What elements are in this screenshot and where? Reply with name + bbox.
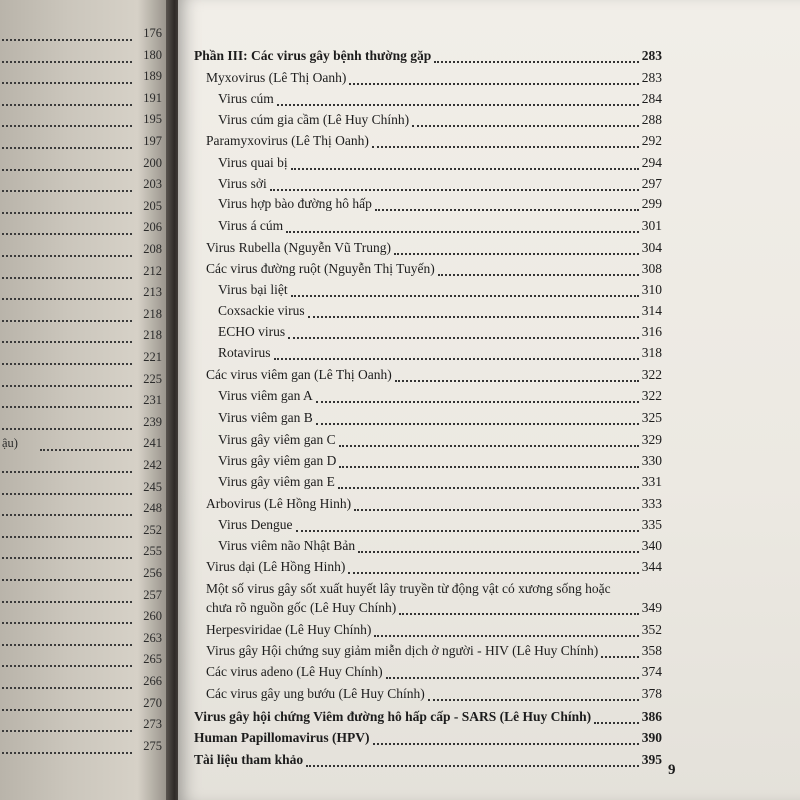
left-toc-page: 239 [143, 414, 162, 429]
toc-entry-leader [339, 466, 638, 468]
toc-entry-title: Virus hợp bào đường hô hấp [218, 196, 372, 211]
toc-entry-page: 378 [641, 686, 662, 701]
toc-entry-title: Coxsackie virus [218, 303, 305, 318]
toc-entry [218, 474, 662, 494]
left-toc-leader [2, 61, 132, 63]
left-toc-page: 218 [143, 328, 162, 343]
toc-entry-title: Virus gây viêm gan D [218, 453, 337, 468]
left-toc-page: 242 [143, 458, 162, 472]
left-toc-leader [2, 752, 132, 754]
toc-entry-leader [288, 337, 639, 339]
toc-entry-title: ECHO virus [218, 324, 286, 339]
toc-entry [206, 70, 662, 90]
toc-entry [218, 345, 662, 365]
right-page [178, 0, 800, 800]
toc-entry-page: 301 [641, 218, 662, 233]
left-toc-leader [2, 298, 132, 300]
left-toc-page: 257 [143, 587, 162, 602]
left-toc-row [0, 652, 166, 672]
left-toc-page: 205 [143, 198, 162, 213]
toc-entry-title: Phần III: Các virus gây bệnh thường gặp [194, 48, 432, 63]
left-toc-row [0, 588, 166, 608]
toc-entry-page: 333 [641, 496, 662, 511]
toc-entry-title: Các virus viêm gan (Lê Thị Oanh) [206, 367, 392, 382]
toc-entry [194, 752, 662, 772]
left-toc-leader [40, 449, 132, 451]
left-toc-page: 273 [143, 717, 162, 732]
toc-entry-leader [308, 316, 639, 318]
left-toc-row [0, 523, 166, 543]
left-toc-leader [2, 385, 132, 387]
left-toc-row [0, 566, 166, 586]
toc-entry-leader [386, 677, 639, 679]
toc-entry-leader [373, 743, 639, 745]
toc-entry-page: 314 [641, 303, 662, 318]
toc-entry-page: 318 [641, 345, 662, 360]
toc-entry-title: Các virus adeno (Lê Huy Chính) [206, 664, 383, 679]
toc-entry-leader [375, 209, 639, 211]
toc-entry-title: Virus cúm [218, 91, 274, 106]
toc-entry [218, 453, 662, 473]
toc-entry-page: 299 [641, 196, 662, 211]
left-toc-page: 245 [143, 479, 162, 494]
toc-entry-leader [394, 253, 639, 255]
left-toc-row [0, 393, 166, 413]
toc-entry-leader [291, 295, 639, 297]
left-toc-page: 212 [143, 263, 162, 278]
toc-entry-leader [277, 104, 639, 106]
left-toc-page: 180 [143, 47, 162, 62]
toc-entry-page: 310 [641, 282, 662, 297]
toc-entry-leader [372, 146, 639, 148]
left-toc-leader [2, 536, 132, 538]
left-toc-leader [2, 190, 132, 192]
left-toc-page: 252 [143, 522, 162, 537]
left-toc-leader [2, 493, 132, 495]
toc-entry-leader [601, 656, 638, 658]
toc-entry-page: 335 [641, 517, 662, 532]
left-toc-row [0, 717, 166, 737]
toc-entry [206, 133, 662, 153]
left-toc-row [0, 220, 166, 240]
toc-entry-leader [291, 168, 639, 170]
toc-entry-page: 358 [641, 643, 662, 658]
toc-entry-page: 322 [641, 367, 662, 382]
toc-entry-leader [316, 423, 639, 425]
left-toc-leader [2, 82, 132, 84]
toc-entry-page: 386 [641, 709, 662, 724]
left-toc-page: 195 [143, 112, 162, 127]
left-toc-page: 265 [143, 652, 162, 667]
left-toc-leader [2, 687, 132, 689]
toc-entry-page: 390 [641, 730, 662, 745]
toc-entry-page: 304 [641, 240, 662, 255]
left-toc-row [0, 609, 166, 629]
toc-entry [206, 261, 662, 281]
toc-entry-leader [286, 231, 639, 233]
toc-entry-page: 322 [641, 388, 662, 403]
left-toc-leader [2, 730, 132, 732]
left-toc-page: 200 [143, 155, 162, 170]
left-toc-leader [2, 341, 132, 343]
left-toc-page: 275 [143, 738, 162, 753]
toc-entry-leader [358, 551, 639, 553]
toc-entry-page: 316 [641, 324, 662, 339]
toc-entry [206, 686, 662, 706]
left-toc-row [0, 199, 166, 219]
left-toc-leader [2, 471, 132, 473]
left-toc-page: 203 [143, 177, 162, 192]
left-toc-row [0, 415, 166, 435]
left-toc-row [0, 544, 166, 564]
left-toc-leader [2, 514, 132, 516]
left-toc-leader [2, 557, 132, 559]
left-toc-page: 231 [143, 393, 162, 408]
toc-entry-page: 283 [641, 48, 662, 63]
left-toc-row [0, 674, 166, 694]
left-toc-row [0, 350, 166, 370]
page-number: 9 [668, 762, 676, 778]
left-toc-leader [2, 104, 132, 106]
left-toc-leader [2, 601, 132, 603]
left-toc-leader [2, 125, 132, 127]
toc-entry-title: Virus dại (Lê Hồng Hinh) [206, 559, 346, 574]
toc-entry-title: Rotavirus [218, 345, 271, 360]
toc-entry-leader [434, 61, 638, 63]
toc-entry-title: Một số virus gây sốt xuất huyết lây truyền từ động vật có xương sống hoặc [206, 581, 611, 596]
left-toc-row [0, 458, 166, 478]
toc-entry-page: 349 [641, 600, 662, 615]
toc-entry [206, 496, 662, 516]
left-toc-leader [2, 579, 132, 581]
toc-entry [218, 410, 662, 430]
left-toc-row [0, 156, 166, 176]
left-toc-row [0, 112, 166, 132]
toc-entry-title: Các virus gây ung bướu (Lê Huy Chính) [206, 686, 425, 701]
left-toc-row [0, 242, 166, 262]
toc-entry-page: 288 [641, 112, 662, 127]
left-toc-page: 256 [143, 566, 162, 580]
toc-entry-title: chưa rõ nguồn gốc (Lê Huy Chính) [206, 600, 397, 615]
toc-entry-title: Arbovirus (Lê Hồng Hinh) [206, 496, 352, 511]
toc-entry-page: 329 [641, 432, 662, 447]
left-toc-row [0, 631, 166, 651]
toc-entry [206, 581, 662, 601]
toc-entry [206, 559, 662, 579]
toc-entry-leader [296, 530, 639, 532]
left-toc-row [0, 696, 166, 716]
toc-entry-page: 325 [641, 410, 662, 425]
toc-entry-leader [438, 274, 639, 276]
left-toc-page: 208 [143, 242, 162, 256]
toc-entry-page: 331 [641, 474, 662, 489]
toc-entry [218, 155, 662, 175]
toc-entry [218, 517, 662, 537]
toc-entry-title: Virus viêm gan B [218, 410, 313, 425]
toc-entry-title: Virus cúm gia cầm (Lê Huy Chính) [218, 112, 410, 127]
toc-entry-page: 340 [641, 538, 662, 553]
toc-entry [206, 664, 662, 684]
left-toc-page: 197 [143, 134, 162, 148]
toc-entry [218, 196, 662, 216]
left-toc-leader [2, 428, 132, 430]
left-toc-row [0, 264, 166, 284]
toc-entry-page: 283 [641, 70, 662, 85]
left-toc-leader [2, 363, 132, 365]
toc-entry [194, 48, 662, 68]
left-toc-row [0, 480, 166, 500]
left-toc-row [0, 501, 166, 521]
toc-entry [206, 643, 662, 663]
toc-entry-title: Virus gây hội chứng Viêm đường hô hấp cấp - SARS (Lê Huy Chính) [194, 709, 592, 724]
toc-entry-leader [338, 487, 639, 489]
toc-entry-title: Virus á cúm [218, 218, 284, 233]
toc-entry-page: 294 [641, 155, 662, 170]
left-toc-page: 241 [143, 436, 162, 451]
toc-entry-leader [349, 83, 638, 85]
toc-entry-page: 308 [641, 261, 662, 276]
left-toc-leader [2, 233, 132, 235]
left-toc-row [0, 436, 166, 456]
toc-entry [206, 622, 662, 642]
left-toc-leader [2, 665, 132, 667]
left-toc-row [0, 26, 166, 46]
toc-entry-leader [374, 635, 638, 637]
left-toc-page: 221 [143, 350, 162, 364]
toc-entry-leader [339, 445, 639, 447]
toc-entry-page: 344 [641, 559, 662, 574]
toc-entry [206, 600, 662, 620]
toc-entry-leader [270, 189, 639, 191]
left-toc-leader [2, 320, 132, 322]
toc-entry [218, 218, 662, 238]
toc-entry-title: Virus quai bị [218, 155, 288, 170]
left-toc-leader [2, 39, 132, 41]
toc-entry-title: Paramyxovirus (Lê Thị Oanh) [206, 133, 369, 148]
toc-entry-leader [412, 125, 639, 127]
left-toc-leader [2, 406, 132, 408]
toc-entry-page: 374 [641, 664, 662, 679]
left-toc-leader [2, 277, 132, 279]
toc-entry [194, 709, 662, 729]
toc-entry [218, 112, 662, 132]
left-toc-row [0, 328, 166, 348]
left-toc-row [0, 91, 166, 111]
toc-entry [218, 538, 662, 558]
left-toc-row [0, 739, 166, 759]
left-toc-page: 270 [143, 695, 162, 710]
toc-entry-title: Herpesviridae (Lê Huy Chính) [206, 622, 372, 637]
toc-entry [218, 388, 662, 408]
toc-entry [218, 432, 662, 452]
toc-entry [218, 303, 662, 323]
left-toc-page: 176 [143, 26, 162, 40]
toc-entry-page: 352 [641, 622, 662, 637]
left-toc-page: 266 [143, 674, 162, 688]
left-toc-leader [2, 212, 132, 214]
toc-entry-page: 297 [641, 176, 662, 191]
toc-entry-title: Myxovirus (Lê Thị Oanh) [206, 70, 347, 85]
toc-entry [206, 367, 662, 387]
toc-entry-leader [348, 572, 638, 574]
toc-entry [218, 176, 662, 196]
toc-entry-title: Virus Rubella (Nguyễn Vũ Trung) [206, 240, 391, 255]
left-toc-page: 225 [143, 371, 162, 386]
toc-entry-leader [316, 401, 639, 403]
toc-entry-leader [594, 722, 639, 724]
left-toc-leader [2, 255, 132, 257]
toc-entry [194, 730, 662, 750]
left-toc-page: 191 [143, 90, 162, 105]
toc-entry [218, 282, 662, 302]
toc-entry-leader [306, 765, 639, 767]
toc-entry-leader [274, 358, 639, 360]
left-toc-page: 218 [143, 306, 162, 321]
left-toc-row [0, 285, 166, 305]
toc-entry-title: Các virus đường ruột (Nguyễn Thị Tuyến) [206, 261, 435, 276]
toc-entry [218, 91, 662, 111]
toc-entry-title: Virus viêm gan A [218, 388, 313, 403]
left-toc-page: 263 [143, 630, 162, 645]
toc-entry-page: 292 [641, 133, 662, 148]
left-toc-row [0, 134, 166, 154]
toc-entry [206, 240, 662, 260]
toc-entry-leader [395, 380, 639, 382]
left-toc-leader [2, 169, 132, 171]
left-toc-row [0, 307, 166, 327]
toc-entry-leader [428, 699, 639, 701]
toc-entry-page: 395 [641, 752, 662, 767]
toc-entry [218, 324, 662, 344]
left-toc-page: 189 [143, 69, 162, 84]
left-toc-leader [2, 644, 132, 646]
toc-entry-page: 330 [641, 453, 662, 468]
left-toc-page: 260 [143, 609, 162, 624]
toc-entry-title: Virus gây viêm gan C [218, 432, 336, 447]
toc-entry-title: Virus gây Hội chứng suy giảm miễn dịch ở người - HIV (Lê Huy Chính) [206, 643, 599, 658]
toc-entry-page: 284 [641, 91, 662, 106]
toc-entry-leader [354, 509, 639, 511]
toc-entry-title: Virus gây viêm gan E [218, 474, 335, 489]
left-toc-page: 206 [143, 220, 162, 235]
toc-entry-title: Virus sởi [218, 176, 267, 191]
left-toc-row [0, 48, 166, 68]
left-toc-leader [2, 147, 132, 149]
left-toc-page: 248 [143, 501, 162, 516]
left-toc-row [0, 69, 166, 89]
toc-entry-title: Virus bại liệt [218, 282, 288, 297]
left-page [0, 0, 172, 800]
left-toc-row [0, 372, 166, 392]
left-toc-page: 255 [143, 544, 162, 559]
toc-entry-leader [399, 613, 638, 615]
left-toc-leader [2, 709, 132, 711]
left-toc-title: ậu) [2, 436, 18, 451]
toc-entry-title: Human Papillomavirus (HPV) [194, 730, 370, 745]
toc-entry-title: Tài liệu tham khảo [194, 752, 304, 767]
toc-entry-title: Virus Dengue [218, 517, 293, 532]
left-toc-row [0, 177, 166, 197]
left-toc-page: 213 [143, 285, 162, 300]
left-toc-leader [2, 622, 132, 624]
toc-entry-title: Virus viêm não Nhật Bản [218, 538, 356, 553]
